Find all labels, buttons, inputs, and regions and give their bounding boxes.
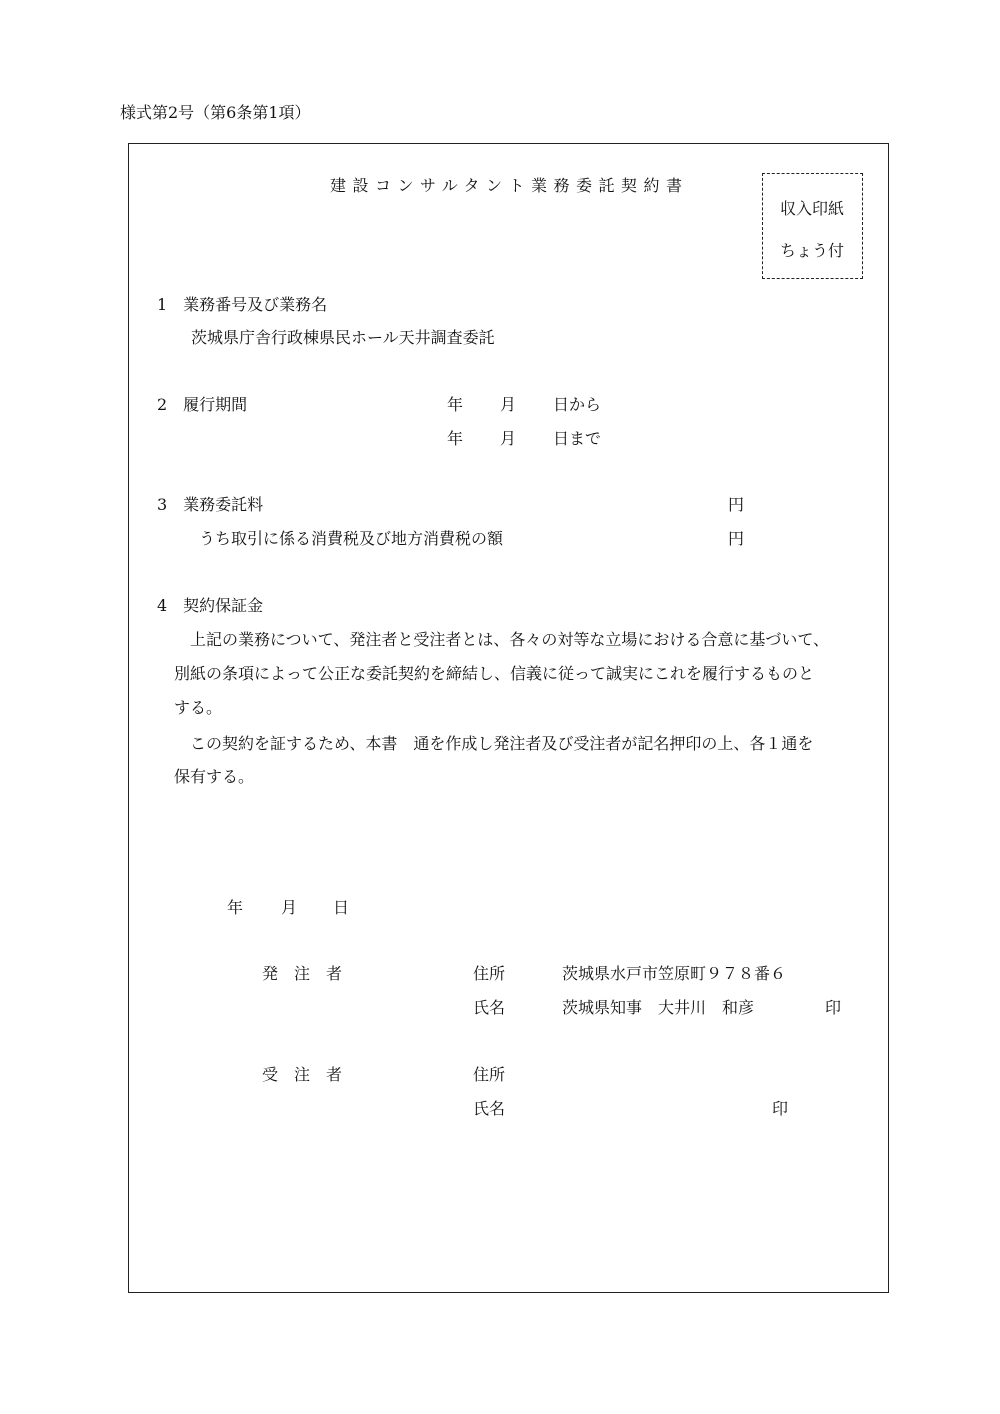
end-year: 年 [447,429,464,448]
orderer-name-label: 氏名 [473,998,506,1017]
tax-yen: 円 [728,529,745,548]
item4-heading: 4 契約保証金 [157,596,264,615]
contractor-name-label: 氏名 [473,1099,506,1118]
item3-heading: 3 業務委託料 [157,495,264,514]
contractor-label: 受 注 者 [262,1065,343,1084]
form-number: 様式第2号（第6条第1項） [120,103,311,122]
start-day: 日から [553,395,602,414]
date-year: 年 [227,898,244,917]
item2-heading: 2 履行期間 [157,395,248,414]
service-name: 茨城県庁舎行政棟県民ホール天井調査委託 [191,328,495,347]
date-month: 月 [281,898,298,917]
contractor-seal: 印 [772,1099,789,1118]
orderer-address: 茨城県水戸市笠原町９７８番６ [562,964,787,983]
fee-yen: 円 [728,495,745,514]
body-para2-line1: この契約を証するため、本書 通を作成し発注者及び受注者が記名押印の上、各１通を [174,734,814,753]
orderer-name: 茨城県知事 大井川 和彦 [562,998,755,1017]
date-day: 日 [333,898,350,917]
orderer-seal: 印 [825,998,842,1017]
revenue-stamp-box [762,173,863,279]
document-title: 建設コンサルタント業務委託契約書 [330,176,689,195]
body-para1-line2: 別紙の条項によって公正な委託契約を締結し、信義に従って誠実にこれを履行するものと [174,664,815,683]
end-month: 月 [500,429,517,448]
body-para2-line2: 保有する。 [174,767,255,786]
orderer-address-label: 住所 [473,964,506,983]
end-day: 日まで [553,429,602,448]
document-frame [128,143,889,1293]
body-para1-line1: 上記の業務について、発注者と受注者とは、各々の対等な立場における合意に基づいて、 [174,630,830,649]
orderer-label: 発 注 者 [262,964,343,983]
start-month: 月 [500,395,517,414]
body-para1-line3: する。 [174,698,223,717]
item1-heading: 1 業務番号及び業務名 [157,295,328,314]
stamp-label-line2: ちょう付 [780,241,845,260]
tax-label: うち取引に係る消費税及び地方消費税の額 [199,529,504,548]
stamp-label-line1: 収入印紙 [780,199,845,218]
start-year: 年 [447,395,464,414]
contractor-address-label: 住所 [473,1065,506,1084]
